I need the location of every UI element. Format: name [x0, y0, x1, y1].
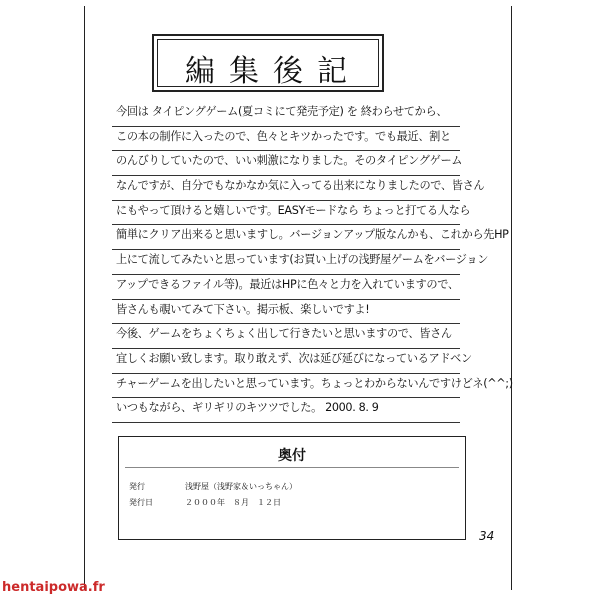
text-line: にもやって頂けると嬉しいです。EASYモードなら ちょっと打てる人なら	[112, 201, 460, 226]
colophon-title: 奥付	[278, 448, 306, 464]
title-frame	[152, 34, 384, 92]
text-line: この本の制作に入ったので、色々とキツかったです。でも最近、割と	[112, 127, 460, 152]
page-title: 編集後記	[185, 54, 361, 89]
page-number: 34	[479, 529, 495, 543]
watermark: hentaipowa.fr	[2, 580, 105, 595]
text-line: なんですが、自分でもなかなか気に入ってる出来になりましたので、皆さん	[112, 176, 460, 201]
publisher-row	[129, 481, 297, 492]
text-line: 上にて流してみたいと思っています(お買い上げの浅野屋ゲームをバージョン	[112, 250, 460, 275]
date-value: ２０００年 ８月 １２日	[185, 498, 281, 507]
text-line: 今回は タイピングゲーム(夏コミにて発売予定) を 終わらせてから、	[112, 102, 460, 127]
text-line: 今後、ゲームをちょくちょく出して行きたいと思いますので、皆さん	[112, 324, 460, 349]
date-label: 発行日	[129, 498, 153, 507]
text-line: のんびりしていたので、いい刺激になりました。そのタイピングゲーム	[112, 151, 460, 176]
text-line: 宜しくお願い致します。取り敢えず、次は延び延びになっているアドベン	[112, 349, 460, 374]
colophon-box	[118, 436, 466, 540]
text-line: いつもながら、ギリギリのキツツでした。 2000. 8. 9	[112, 398, 460, 423]
publisher-value: 浅野屋（浅野家＆いっちゃん）	[185, 482, 297, 491]
colophon-divider	[125, 467, 459, 468]
text-line: 皆さんも覗いてみて下さい。掲示板、楽しいですよ!	[112, 300, 460, 325]
publisher-label: 発行	[129, 482, 145, 491]
text-line: アップできるファイル等)。最近はHPに色々と力を入れていますので、	[112, 275, 460, 300]
text-line: 簡単にクリア出来ると思いますし。バージョンアップ版なんかも、これから先HP	[112, 225, 460, 250]
date-row	[129, 497, 281, 508]
handwritten-afterword	[112, 102, 513, 423]
text-line: チャーゲームを出したいと思っています。ちょっとわからないんですけどネ(^^;)	[112, 374, 460, 399]
